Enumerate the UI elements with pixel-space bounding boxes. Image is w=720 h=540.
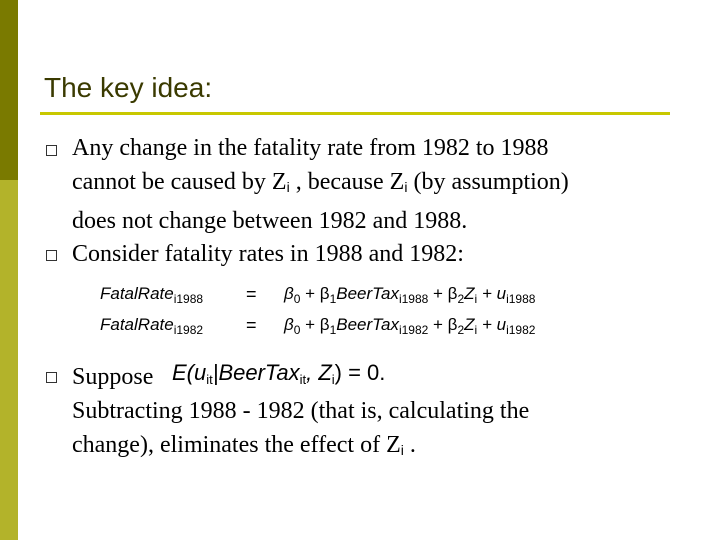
side-bar-light [0, 180, 18, 540]
square-bullet-icon [46, 145, 57, 156]
conditional-mean-equation: $E(u_{it}|BeerTax_{it}$, $Z_i) = 0$. [172, 360, 386, 387]
equation-1-rhs: $\beta_0$ + $\beta_1BeerTax_{i1988} + \beta_2Z_i + u_{i1988}$ [284, 284, 536, 306]
slide-title: The key idea: [44, 72, 213, 103]
equation-2-equals: = [246, 315, 257, 335]
bullet-2-text [72, 237, 464, 271]
equation-2-rhs: $\beta_0$ + $\beta_1BeerTax_{i1982} + \beta_2Z_i + u_{i1982}$ [284, 315, 536, 337]
bullet-3-line-2: Subtracting 1988 - 1982 (that is, calculating the [72, 398, 530, 424]
title-underline [40, 112, 670, 115]
bullet-1-line-3: does not change between 1982 and 1988. [72, 208, 468, 234]
bullet-1-line-2: cannot be caused by $Z_i$ , because $Z_i$ (by assumption) [72, 169, 569, 195]
bullet-2-line-1: Consider fatality rates in 1988 and 1982: [72, 241, 464, 267]
bullet-1-text [72, 131, 569, 238]
square-bullet-icon [46, 250, 57, 261]
equation-2-lhs: FatalRate$_{i1982}$ [100, 315, 204, 337]
equation-1-lhs: FatalRate$_{i1988}$ [100, 284, 204, 306]
square-bullet-icon [46, 372, 57, 383]
bullet-1-line-1: Any change in the fatality rate from 1982 to 1988 [72, 135, 549, 161]
equation-1-equals: = [246, 284, 257, 304]
bullet-3-line-3: change), eliminates the effect of $Z_i$ . [72, 432, 416, 458]
bullet-3-line-1: Suppose [72, 364, 154, 390]
side-bar-dark [0, 0, 18, 180]
